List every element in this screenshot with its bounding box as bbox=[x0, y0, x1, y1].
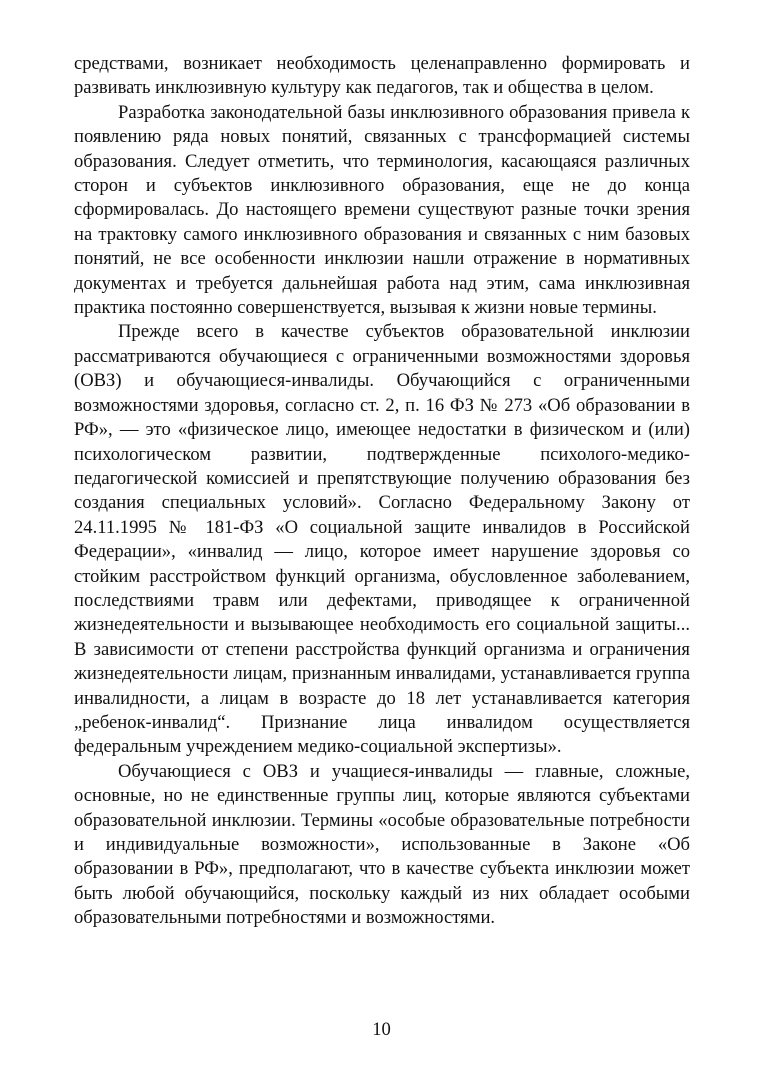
paragraph-special-needs: Обучающиеся с ОВЗ и учащиеся-инвалиды — главные, сложные, основные, но не единственные группы лиц, которые являются субъектами образовательной инклюзии. Термины «особые образовательные потребности и индивидуальные возможности», использованные в Законе «Об образовании в РФ», предполагают, что в качестве субъекта инклюзии может быть любой обучающийся, поскольку каждый из них обладает особыми образовательными потребностями и возможностями. bbox=[74, 760, 690, 929]
page-number: 10 bbox=[372, 1019, 391, 1040]
paragraph-subjects-definitions: Прежде всего в качестве субъектов образовательной инклюзии рассматриваются обучающиеся с ограниченными возможностями здоровья (ОВЗ) и обучающиеся-инвалиды. Обучающийся с ограниченными возможностями здоровья, согласно ст. 2, п. 16 ФЗ № 273 «Об образовании в РФ», — это «физическое лицо, имеющее недостатки в физическом и (или) психологическом развитии, подтвержденные психолого-медико-педагогической комиссией и препятствующие получению образования без создания специальных условий». Согласно Федеральному Закону от 24.11.1995 № 181-ФЗ «О социальной защите инвалидов в Российской Федерации», «инвалид — лицо, которое имеет нарушение здоровья со стойким расстройством функций организма, обусловленное заболеванием, последствиями травм или дефектами, приводящее к ограниченной жизнедеятельности и вызывающее необходимость его социальной защиты... В зависимости от степени расстройства функций организма и ограничения жизнедеятельности лицам, признанным инвалидами, устанавливается группа инвалидности, а лицам в возрасте до 18 лет устанавливается категория „ребенок-инвалид“. Признание лица инвалидом осуществляется федеральным учреждением медико-социальной экспертизы». bbox=[74, 321, 690, 758]
paragraph-terminology: Разработка законодательной базы инклюзивного образования привела к появлению ряда новых понятий, связанных с трансформацией системы образования. Следует отметить, что терминология, касающаяся различных сторон и субъектов инклюзивного образования, еще не до конца сформировалась. До настоящего времени существуют разные точки зрения на трактовку самого инклюзивного образования и связанных с ним базовых понятий, не все особенности инклюзии нашли отражение в нормативных документах и требуется дальнейшая работа над этим, сама инклюзивная практика постоянно совершенствуется, вызывая к жизни новые термины. bbox=[74, 101, 690, 319]
page-body-text bbox=[74, 52, 690, 931]
paragraph-continuation: средствами, возникает необходимость целенаправленно формировать и развивать инклюзивную культуру как педагогов, так и общества в целом. bbox=[74, 53, 690, 99]
